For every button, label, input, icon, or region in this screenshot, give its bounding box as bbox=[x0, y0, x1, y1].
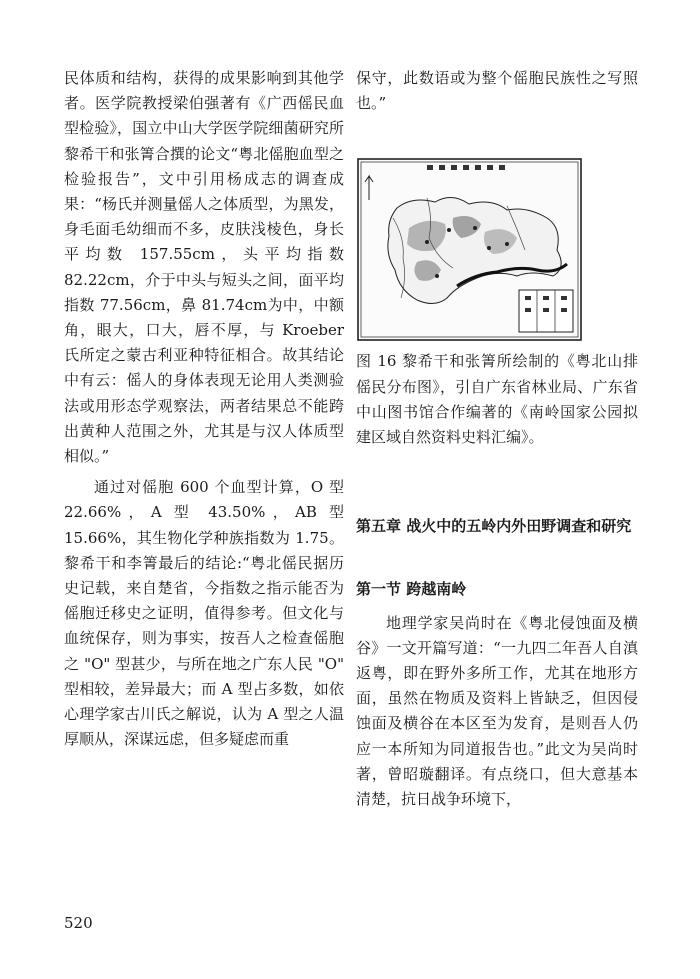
section-heading: 第一节 跨越南岭 bbox=[356, 580, 467, 599]
left-column bbox=[64, 66, 344, 752]
body-paragraph: 地理学家吴尚时在《粤北侵蚀面及横谷》一文开篇写道：“一九四二年吾人自滇返粤，即在野外多所工作，尤其在地形方面，虽然在物质及资料上皆缺乏，但因侵蚀面及横谷在本区至为发育，是则吾人仍应一本所知为同道报告也。”此文为吴尚时著，曾昭璇翻译。有点绕口，但大意基本清楚，抗日战争环境下， bbox=[356, 613, 638, 809]
chapter-heading: 第五章 战火中的五岭内外田野调查和研究 bbox=[356, 517, 632, 536]
body-paragraph: 保守，此数语或为整个傜胞民族性之写照也。” bbox=[356, 69, 638, 113]
body-paragraph: 民体质和结构，获得的成果影响到其他学者。医学院教授梁伯强著有《广西傜民血型检验》，国立中山大学医学院细菌研究所黎希干和张箐合撰的论文“粤北傜胞血型之检验报告”，文中引用杨成志的调查成果：“杨氏并测量傜人之体质型，为黑发，身毛面毛幼细而不多，皮肤浅棱色，身长平均数 157.55cm，头平均指数 82.22cm，介于中头与短头之间，面平均指数 77.56cm，鼻 81.74cm为中，中额角，眼大，口大，唇不厚，与 Kroeber 氏所定之蒙古利亚种特征相合。故其结论中有云：傜人的身体表现无论用人类测验法或用形态学观察法，两者结果总不能跨出黄种人范围之外，尤其是与汉人体质型相似。” bbox=[64, 69, 344, 466]
distribution-map-figure bbox=[357, 158, 582, 341]
page-number: 520 bbox=[64, 914, 93, 932]
body-paragraph: 通过对傜胞 600 个血型计算，O 型 22.66%，A 型 43.50%，AB 型 15.66%，其生物化学种族指数为 1.75。黎希干和李箐最后的结论:“粤北傜民据历史记载，来自楚省，今指数之指示能否为傜胞迁移史之证明，值得参考。但文化与血统保存，则为事实，按吾人之检查傜胞之 "O" 型甚少，与所在地之广东人民 "O" 型相较，差异最大；而 A 型占多数，如依心理学家古川氏之解说，认为 A 型之人温厚顺从，深谋远虑，但多疑虑而重 bbox=[64, 478, 344, 749]
figure-caption: 图 16 黎希干和张箐所绘制的《粤北山排傜民分布图》，引自广东省林业局、广东省中山图书馆合作编著的《南岭国家公园拟建区域自然资料史料汇编》。 bbox=[356, 352, 638, 447]
